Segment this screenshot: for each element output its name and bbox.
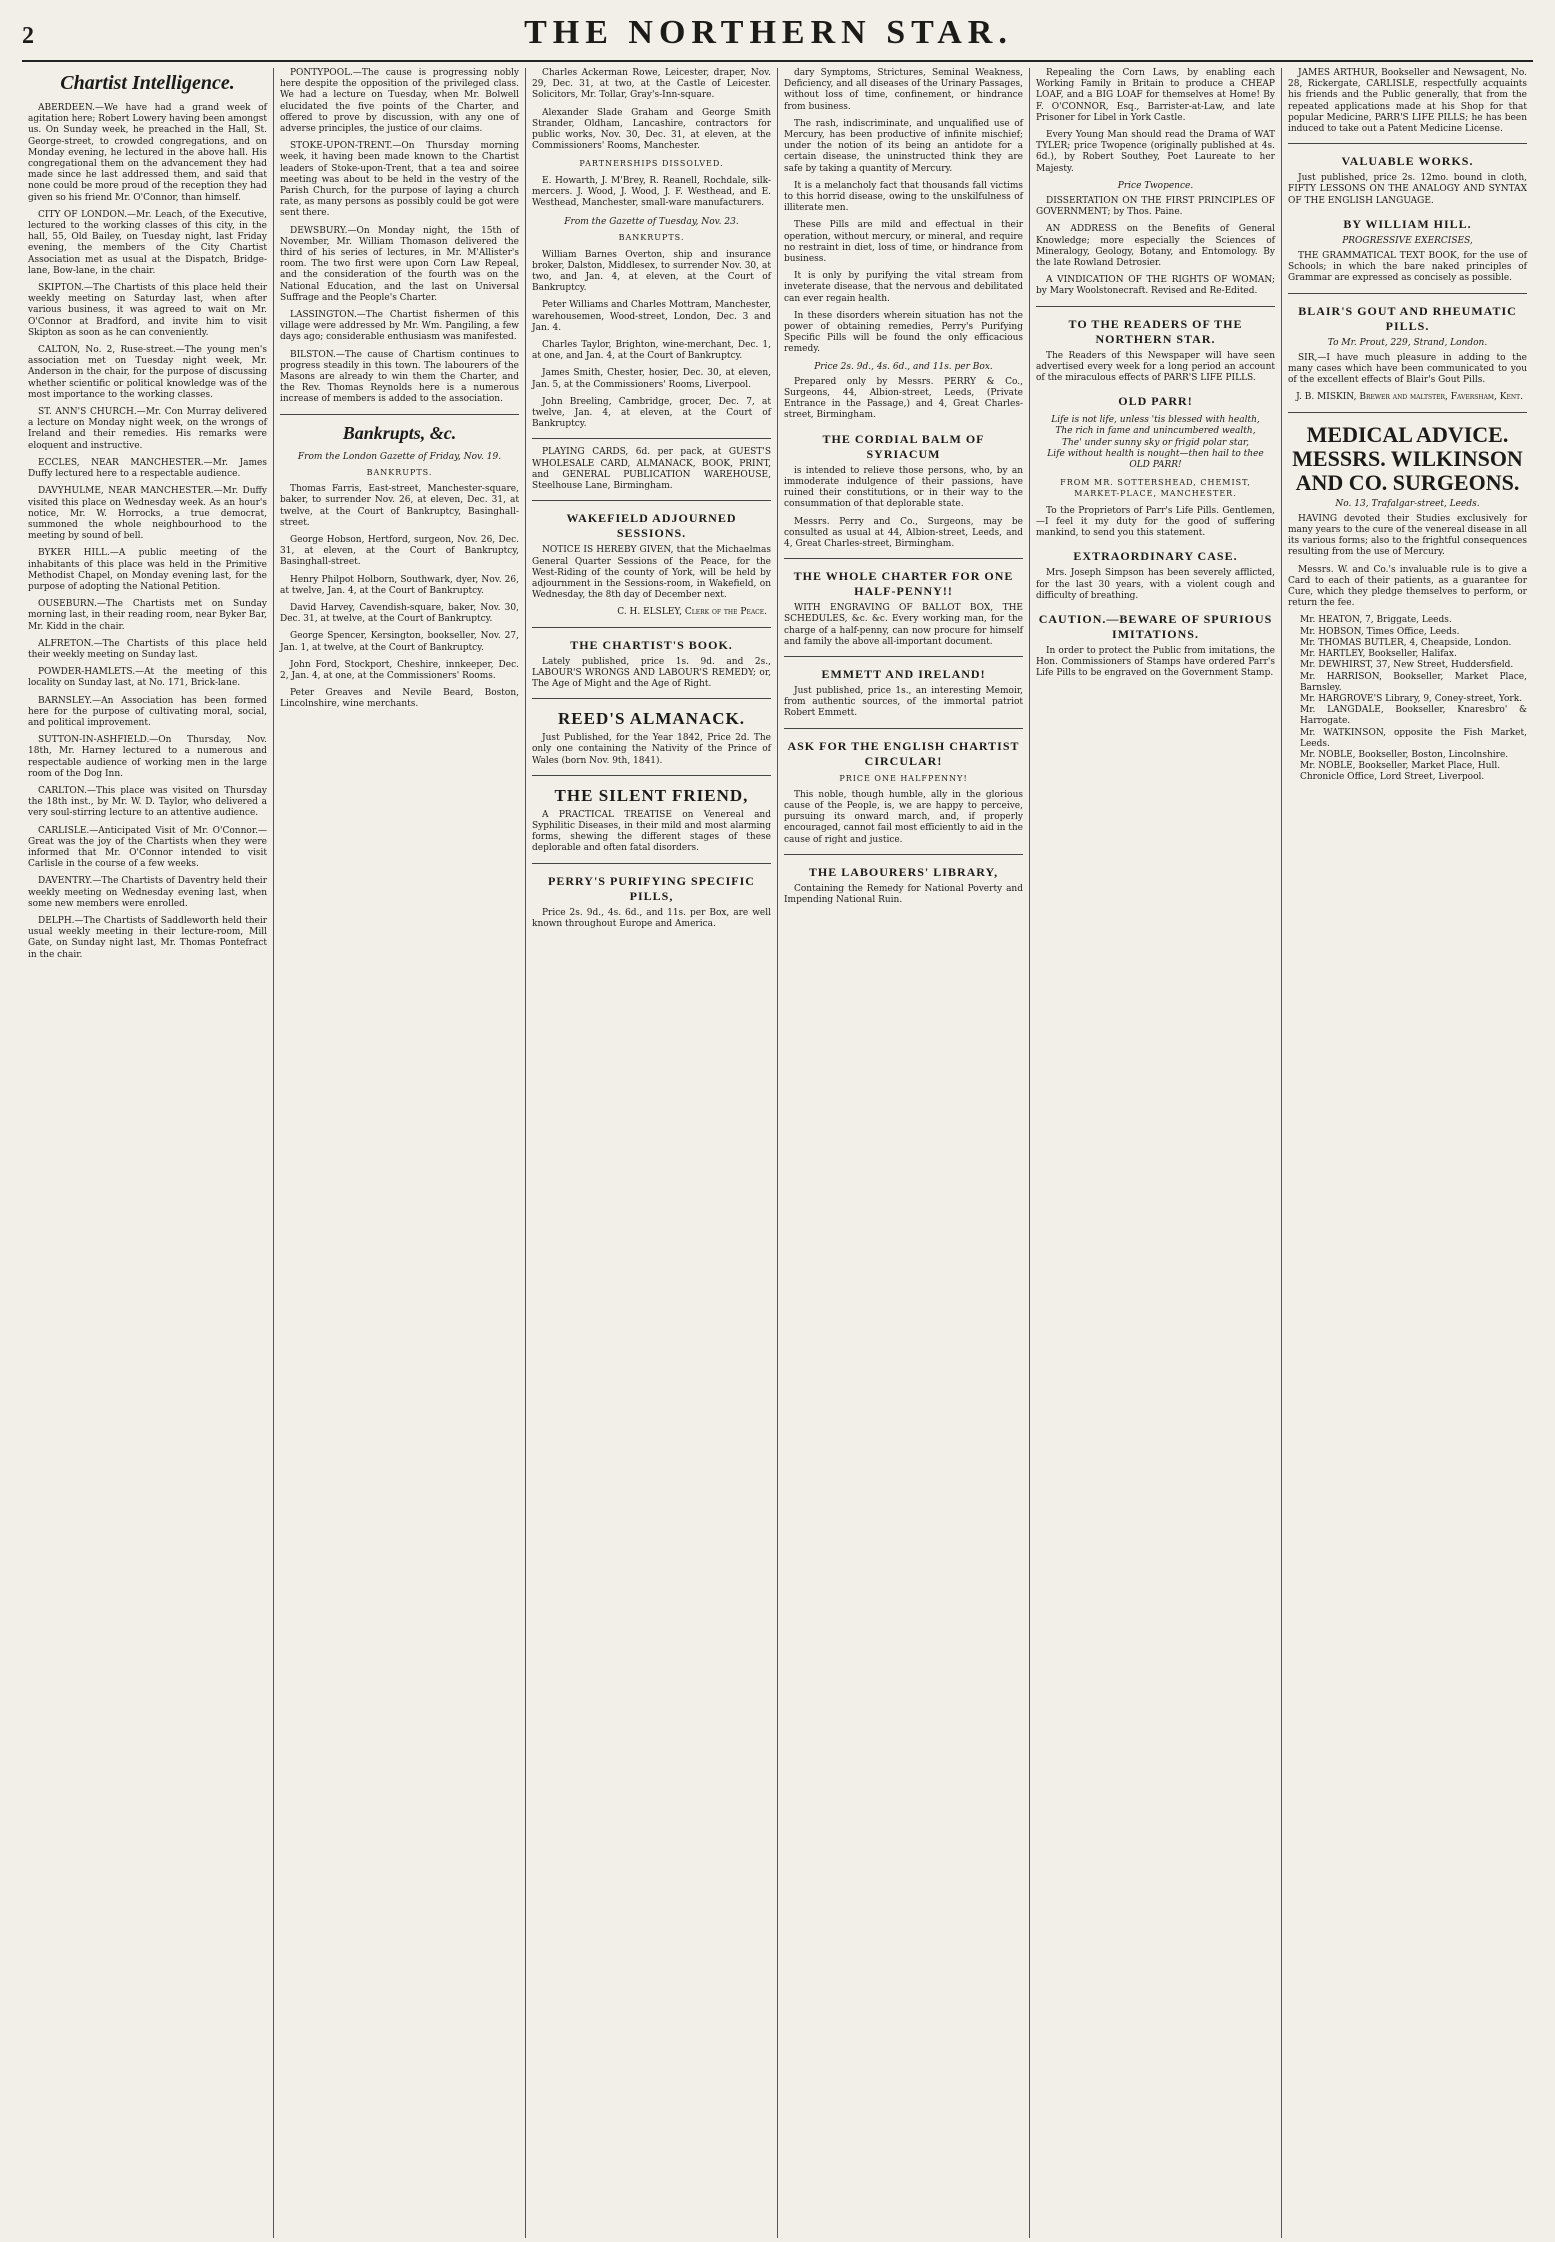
bankrupt-entry: Henry Philpot Holborn, Southwark, dyer, Nov. 26, at twelve, Jan. 4, at the Court of Bankruptcy. [280,574,519,596]
medical-advice-heading: MEDICAL ADVICE. MESSRS. WILKINSON AND CO. SURGEONS. [1292,421,1523,495]
labourers-library-ad: Containing the Remedy for National Poverty and Impending National Ruin. [784,883,1023,905]
article-paragraph: POWDER-HAMLETS.—At the meeting of this locality on Sunday last, at No. 171, Brick-lane. [28,667,267,689]
article-paragraph: Repealing the Corn Laws, by enabling each Working Family in Britain to produce a CHEAP LOAF, and a BIG LOAF for themselves at Home! By F. O'CONNOR, Esq., Barrister-at-Law, and late Prisoner for Libel in York Castle. [1036,68,1275,123]
column-rule [784,854,1023,855]
extraordinary-case: Mrs. Joseph Simpson has been severely afflicted, for the last 30 years, with a violent cough and difficulty of breathing. [1036,568,1275,601]
bankrupt-entry: David Harvey, Cavendish-square, baker, Nov. 30, Dec. 31, at twelve, at the Court of Bankruptcy. [280,602,519,625]
column-rule [784,656,1023,657]
article-paragraph: BYKER HILL.—A public meeting of the inhabitants of this place was held in the Primitive Methodist Chapel, on Monday evening last, for the purpose of adopting the National Petition. [28,548,267,592]
newspaper-title: THE NORTHERN STAR. [524,14,1013,51]
readers-notice-heading: TO THE READERS OF THE NORTHERN STAR. [1068,316,1243,346]
article-paragraph: JAMES ARTHUR, Bookseller and Newsagent, No. 28, Rickergate, CARLISLE, respectfully acquaints his friends and the Public generally, that from the repeated applications made at his Shop for that popular Medicine, PARR'S LIFE PILLS; he has been induced to take out a Patent Medicine License. [1288,68,1527,135]
blairs-signature: J. B. MISKIN, Brewer and maltster, Faversham, Kent. [1296,392,1523,403]
agents-list [1288,615,1527,783]
column-3 [526,68,778,2238]
list-item: Mr. HARTLEY, Bookseller, Halifax. [1300,649,1457,660]
page-number: 2 [22,23,34,49]
bankrupt-entry: William Barnes Overton, ship and insurance broker, Dalston, Middlesex, to surrender Nov. 30, at two, and Jan. 4, at eleven, at the Court of Bankruptcy. [532,249,771,294]
article-paragraph: STOKE-UPON-TRENT.—On Thursday morning week, it having been made known to the Chartist leaders of Stoke-upon-Trent, that a tea and soiree meeting was about to be held in the vestry of the Parish Church, for the purpose of laying a church rate, as many persons as possibly could be got were sent there. [280,141,519,219]
list-item: Mr. HARRISON, Bookseller, Market Place, Barnsley. [1300,671,1527,693]
caution-heading: CAUTION.—BEWARE OF SPURIOUS IMITATIONS. [1038,611,1273,641]
column-rule [532,627,771,628]
article-paragraph: SKIPTON.—The Chartists of this place held their weekly meeting on Saturday last, when after various business, it was agreed to wait on Mr. O'Connor at Bradford, and invite him to visit Skipton as soon as he can conveniently. [28,283,267,338]
dissertation-ad: DISSERTATION ON THE FIRST PRINCIPLES OF GOVERNMENT; by Thos. Paine. [1036,196,1275,218]
playing-cards-ad: PLAYING CARDS, 6d. per pack, at GUEST'S WHOLESALE CARD, ALMANACK, BOOK, PRINT, and GENERAL PUBLICATION WAREHOUSE, Steelhouse Lane, Birmingham. [532,447,771,492]
bankrupt-entry: George Hobson, Hertford, surgeon, Nov. 26, Dec. 31, at eleven, at the Court of Bankruptcy, Basinghall-street. [280,534,519,568]
perrys-pills-ad: Price 2s. 9d., 4s. 6d., and 11s. per Box, are well known throughout Europe and America. [532,907,771,929]
article-paragraph: ALFRETON.—The Chartists of this place held their weekly meeting on Sunday last. [28,638,267,660]
article-paragraph: These Pills are mild and effectual in their operation, without mercury, or mineral, and require no restraint in diet, loss of time, or hindrance from business. [784,220,1023,265]
column-2 [274,68,526,2238]
valuable-works-heading: VALUABLE WORKS. [1341,154,1474,169]
article-paragraph: ST. ANN'S CHURCH.—Mr. Con Murray delivered a lecture on Monday night week, on the wrongs of Ireland and their remedies. His remarks were eloquent and instructive. [28,407,267,451]
chartist-book-ad: Lately published, price 1s. 9d. and 2s., LABOUR'S WRONGS AND LABOUR'S REMEDY; or, The Age of Might and the Age of Right. [532,656,771,689]
medical-advice-ad: HAVING devoted their Studies exclusively for many years to the cure of the venereal disease in all its various forms; also to the frightful consequences resulting from the use of Mercury. [1288,513,1527,558]
article-paragraph: CALTON, No. 2, Ruse-street.—The young men's association met on Tuesday night week, Mr. Anderson in the chair, for the purpose of discussing whether scientific or political knowledge was of the most importance to the working classes. [28,345,267,400]
cordial-balm-heading: THE CORDIAL BALM OF SYRIACUM [822,431,985,461]
whole-charter-ad: WITH ENGRAVING OF BALLOT BOX, THE SCHEDULES, &c. &c. Every working man, for the charge of a half-penny, can now procure for himself and family the above all-important document. [784,603,1023,647]
bankrupts-label: BANKRUPTS. [618,233,685,243]
agents-notice: Messrs. W. and Co.'s invaluable rule is to give a Card to each of their patients, as a guarantee for Cure, which they pledge themselves to perform, or return the fee. [1288,564,1527,609]
list-item: Mr. NOBLE, Bookseller, Boston, Lincolnshire. [1300,749,1509,760]
medical-address: No. 13, Trafalgar-street, Leeds. [1335,498,1480,509]
column-5 [1030,68,1282,2238]
bankrupt-entry: Charles Taylor, Brighton, wine-merchant, Dec. 1, at one, and Jan. 4, at the Court of Bankruptcy. [532,340,771,362]
partnership-entry: E. Howarth, J. M'Brey, R. Reanell, Rochdale, silk-mercers. J. Wood, J. Wood, J. F. Westhead, and E. Westhead, Manchester, small-ware manufacturers. [532,175,771,209]
chartist-circular-ad: This noble, though humble, ally in the glorious cause of the People, is, we are happy to perceive, pursuing its onward march, and, if properly encouraged, cannot fail most efficiently to aid in the cause of right and justice. [784,789,1023,845]
list-item: Mr. HARGROVE'S Library, 9, Coney-street, York. [1300,693,1523,704]
progressive-exercises: PROGRESSIVE EXERCISES, [1342,235,1473,246]
consult-notice: Messrs. Perry and Co., Surgeons, may be consulted as usual at 44, Albion-street, Leeds, and 4, Great Charles-street, Birmingham. [784,516,1023,549]
column-1 [22,68,274,2238]
readers-notice: The Readers of this Newspaper will have seen advertised every week for a long period an account of the miraculous effects of PARR'S LIFE PILLS. [1036,350,1275,384]
columns [22,68,1533,2238]
emmett-ireland-ad: Just published, price 1s., an interesting Memoir, from authentic sources, of the immortal patriot Robert Emmett. [784,685,1023,719]
bankrupt-entry: John Breeling, Cambridge, grocer, Dec. 7, at twelve, Jan. 4, at eleven, at the Court of Bankruptcy. [532,396,771,430]
article-paragraph: DAVYHULME, NEAR MANCHESTER.—Mr. Duffy visited this place on Wednesday week. As an hour's notice, Mr. W. Horrocks, a true democrat, summoned the whole neighbourhood to the meeting by sound of bell. [28,486,267,542]
price-heading: Price Twopence. [1117,180,1194,191]
silent-friend-heading: THE SILENT FRIEND, [554,785,749,805]
list-item: Mr. NOBLE, Bookseller, Market Place, Hull. [1300,761,1501,772]
blairs-pills-letter: SIR,—I have much pleasure in adding to the many cases which have been communicated to you of the excellent effects of Blair's Gout Pills. [1288,352,1527,386]
whole-charter-heading: THE WHOLE CHARTER FOR ONE HALF-PENNY!! [793,569,1014,599]
grammatical-text-book: THE GRAMMATICAL TEXT BOOK, for the use of Schools; in which the bare naked principles of Grammar are expressed as concisely as possible. [1288,251,1527,284]
address-ad: AN ADDRESS on the Benefits of General Knowledge; more especially the Sciences of Mineralogy, Geology, Botany, and Entomology. By the late Rowland Detrosier. [1036,224,1275,269]
article-paragraph: CITY OF LONDON.—Mr. Leach, of the Executive, lectured to the working classes of this city, in the hall, 55, Old Bailey, on Tuesday night, last Friday evening, the members of the City Chartist Association met as usual at the Dispatch, Bridge-lane, Bow-lane, in the chair. [28,209,267,276]
article-paragraph: It is only by purifying the vital stream from inveterate disease, that the nervous and debilitated can ever regain health. [784,271,1023,304]
list-item: Mr. THOMAS BUTLER, 4, Cheapside, London. [1300,637,1512,648]
article-paragraph: LASSINGTON.—The Chartist fishermen of this village were addressed by Mr. Wm. Pangiling, a few days ago; considerable enthusiasm was manifested. [280,310,519,343]
column-rule [1288,143,1527,144]
column-rule [1288,412,1527,413]
article-paragraph: DAVENTRY.—The Chartists of Daventry held their weekly meeting on Wednesday evening last, when some new members were enrolled. [28,876,267,909]
column-6 [1282,68,1533,2238]
list-item: Mr. HEATON, 7, Briggate, Leeds. [1300,615,1452,626]
article-paragraph: dary Symptoms, Strictures, Seminal Weakness, Deficiency, and all diseases of the Urinary Passages, without loss of time, confinement, or hindrance from business. [784,68,1023,112]
chartist-circular-heading: ASK FOR THE ENGLISH CHARTIST CIRCULAR! [787,738,1020,768]
wakefield-sessions-notice: NOTICE IS HEREBY GIVEN, that the Michaelmas General Quarter Sessions of the Peace, for the West-Riding of the county of York, will be held by adjournment in the Sessions-room, in Wakefield, on Wednesday, the 8th day of December next. [532,545,771,601]
column-rule [784,558,1023,559]
article-paragraph: ABERDEEN.—We have had a grand week of agitation here; Robert Lowery having been amongst us. On Sunday week, he preached in the Hall, St. George-street, to crowded congregations, and on Monday evening, he lectured in the above hall. His congregational them on the advancement they had made since he last addressed them, and said that none could be more proud of the reception they had given so his friend Mr. O'Connor, than himself. [28,103,267,203]
list-item: Mr. LANGDALE, Bookseller, Knaresbro' & Harrogate. [1300,705,1527,727]
labourers-library-heading: THE LABOURERS' LIBRARY, [808,864,999,879]
bankrupt-entry: Peter Greaves and Nevile Beard, Boston, Lincolnshire, wine merchants. [280,688,519,710]
column-rule [280,414,519,415]
article-paragraph: SUTTON-IN-ASHFIELD.—On Thursday, Nov. 18th, Mr. Harney lectured to a numerous and respectable audience of working men in the large room of the Dog Inn. [28,735,267,779]
article-paragraph: DEWSBURY.—On Monday night, the 15th of November, Mr. William Thomason delivered the third of his series of lectures, in Mr. M'Allister's room. The two first were upon Corn Law Repeal, and the consideration of the fourth was on the National Education, and the last on Universal Suffrage and the People's Charter. [280,225,519,303]
bankrupt-entry: John Ford, Stockport, Cheshire, innkeeper, Dec. 2, Jan. 4, at one, at the Commissioners' Rooms. [280,659,519,681]
blairs-pills-sub: To Mr. Prout, 229, Strand, London. [1327,337,1488,348]
perrys-pills-heading: PERRY'S PURIFYING SPECIFIC PILLS, [548,873,755,903]
emmett-ireland-heading: EMMETT AND IRELAND! [821,666,986,681]
extraordinary-case-heading: EXTRAORDINARY CASE. [1073,549,1238,564]
column-rule [532,500,771,501]
gazette-dateline: From the Gazette of Tuesday, Nov. 23. [564,217,739,228]
bankrupt-entry: James Smith, Chester, hosier, Dec. 30, at eleven, Jan. 5, at the Commissioners' Rooms, Liverpool. [532,368,771,390]
poem-verse: Life is not life, unless 'tis blessed with health, The rich in fame and unincumbered wealth, The' under sunny sky or frigid polar star, Life without health is nought—then hail to thee OLD PARR! [1047,415,1264,471]
author-byline: BY WILLIAM HILL. [1343,216,1472,231]
article-paragraph: Every Young Man should read the Drama of WAT TYLER; price Twopence (originally published at 4s. 6d.), by Robert Southey, Poet Laureate to her Majesty. [1036,130,1275,174]
bankrupt-entry: Alexander Slade Graham and George Smith Strander, Oldham, Lancashire, contractors for public works, Nov. 30, Dec. 31, at eleven, at the Commissioners' Rooms, Manchester. [532,107,771,152]
reeds-almanack-ad: Just Published, for the Year 1842, Price 2d. The only one containing the Nativity of the Prince of Wales (born Nov. 9th, 1841). [532,733,771,766]
article-paragraph: PONTYPOOL.—The cause is progressing nobly here despite the opposition of the privileged class. We had a lecture on Tuesday, when Mr. Bolwell elucidated the five points of the Charter, and offered to prove by discussion, with any one of adverse principles, the justice of our claims. [280,68,519,135]
testimonial-letter: To the Proprietors of Parr's Life Pills. Gentlemen,—I feel it my duty for the good of suffering mankind, to send you this statement. [1036,505,1275,539]
column-4 [778,68,1030,2238]
article-paragraph: ECCLES, NEAR MANCHESTER.—Mr. James Duffy lectured here to a respectable audience. [28,457,267,480]
column-rule [784,728,1023,729]
bankrupt-entry: Thomas Farris, East-street, Manchester-square, baker, to surrender Nov. 26, at eleven, Dec. 31, at twelve, at the Court of Bankruptcy, Basinghall-street. [280,484,519,528]
article-paragraph: BILSTON.—The cause of Chartism continues to progress steadily in this town. The labourers of the Masons are already to win them the Charter, and the Rev. Thomas Reynolds here is a numerous increase of members is added to the association. [280,349,519,405]
reeds-almanack-heading: REED'S ALMANACK. [558,709,745,729]
poem-title: OLD PARR! [1118,394,1193,409]
wakefield-signature: C. H. ELSLEY, Clerk of the Peace. [617,607,767,618]
article-paragraph: In these disorders wherein situation has not the power of obtaining remedies, Perry's Purifying Specific Pills will be found the only efficacious remedy. [784,310,1023,355]
vindication-ad: A VINDICATION OF THE RIGHTS OF WOMAN; by Mary Woolstonecraft. Revised and Re-Edited. [1036,275,1275,297]
chartist-book-heading: THE CHARTIST'S BOOK. [570,637,733,652]
caution-notice: In order to protect the Public from imitations, the Hon. Commissioners of Stamps have ordered Parr's Life Pills to be engraved on the Government Stamp. [1036,645,1275,679]
article-paragraph: The rash, indiscriminate, and unqualified use of Mercury, has been productive of infinite mischief; under the notion of its being an antidote for a certain disease, the uninstructed think they are safe by taking a quantity of Mercury. [784,118,1023,174]
gazette-dateline: From the London Gazette of Friday, Nov. 19. [297,451,502,462]
column-rule [1036,306,1275,307]
masthead [22,14,1533,62]
valuable-works-ad: Just published, price 2s. 12mo. bound in cloth, FIFTY LESSONS ON THE ANALOGY AND SYNTAX OF THE ENGLISH LANGUAGE. [1288,173,1527,206]
column-rule [1288,293,1527,294]
section-heading-bankrupts: Bankrupts, &c. [342,422,457,443]
article-paragraph: BARNSLEY.—An Association has been formed here for the purpose of cultivating moral, social, and political improvement. [28,695,267,728]
blairs-pills-heading: BLAIR'S GOUT AND RHEUMATIC PILLS. [1298,303,1517,333]
bankrupt-entry: Peter Williams and Charles Mottram, Manchester, warehousemen, Wood-street, London, Dec. 3 and Jan. 4. [532,300,771,333]
column-rule [532,438,771,439]
article-paragraph: DELPH.—The Chartists of Saddleworth held their usual weekly meeting in their lecture-room, Mill Gate, on Sunday night last, Mr. Thomas Pontefract in the chair. [28,916,267,960]
silent-friend-ad: A PRACTICAL TREATISE on Venereal and Syphilitic Diseases, in their mild and most alarming forms, shewing the different stages of these deplorable and often fatal disorders. [532,809,771,854]
chartist-circular-price: PRICE ONE HALFPENNY! [839,773,968,783]
bankrupt-entry: Charles Ackerman Rowe, Leicester, draper, Nov. 29, Dec. 31, at two, at the Castle of Leicester. Solicitors, Mr. Tollar, Gray's-Inn-square. [532,68,771,101]
prepared-notice: Prepared only by Messrs. PERRY & Co., Surgeons, 44, Albion-street, Leeds, (Private Entrance in the Passage,) and 4, Great Charles-street, Birmingham. [784,376,1023,421]
article-paragraph: OUSEBURN.—The Chartists met on Sunday morning last, in their reading room, near Byker Bar, Mr. Kidd in the chair. [28,599,267,632]
column-rule [532,863,771,864]
list-item: Chronicle Office, Lord Street, Liverpool. [1300,772,1485,783]
list-item: Mr. HOBSON, Times Office, Leeds. [1300,626,1460,637]
article-paragraph: It is a melancholy fact that thousands fall victims to this horrid disease, owing to the unskilfulness of illiterate men. [784,180,1023,214]
column-rule [532,775,771,776]
price-line: Price 2s. 9d., 4s. 6d., and 11s. per Box. [814,361,993,372]
bankrupt-entry: George Spencer, Kersington, bookseller, Nov. 27, Jan. 1, at twelve, at the Court of Bankruptcy. [280,631,519,653]
article-paragraph: CARLTON.—This place was visited on Thursday the 18th inst., by Mr. W. D. Taylor, who delivered a very soul-stirring lecture to an attentive audience. [28,785,267,819]
wakefield-sessions-heading: WAKEFIELD ADJOURNED SESSIONS. [566,511,737,541]
article-paragraph: CARLISLE.—Anticipated Visit of Mr. O'Connor.—Great was the joy of the Chartists when they were informed that Mr. O'Connor intended to visit Carlisle in the course of a few weeks. [28,825,267,870]
letter-intro: FROM MR. SOTTERSHEAD, CHEMIST, MARKET-PLACE, MANCHESTER. [1060,478,1251,499]
list-item: Mr. DEWHIRST, 37, New Street, Huddersfield. [1300,660,1514,671]
cordial-balm-ad: is intended to relieve those persons, who, by an immoderate indulgence of their passions, have ruined their constitutions, or in their way to the consummation of that deplorable state. [784,465,1023,510]
section-heading-chartist-intelligence: Chartist Intelligence. [60,72,235,94]
list-item: Mr. WATKINSON, opposite the Fish Market, Leeds. [1300,727,1527,749]
column-rule [532,698,771,699]
partnerships-label: PARTNERSHIPS DISSOLVED. [579,159,724,169]
bankrupts-label: BANKRUPTS. [366,467,433,477]
